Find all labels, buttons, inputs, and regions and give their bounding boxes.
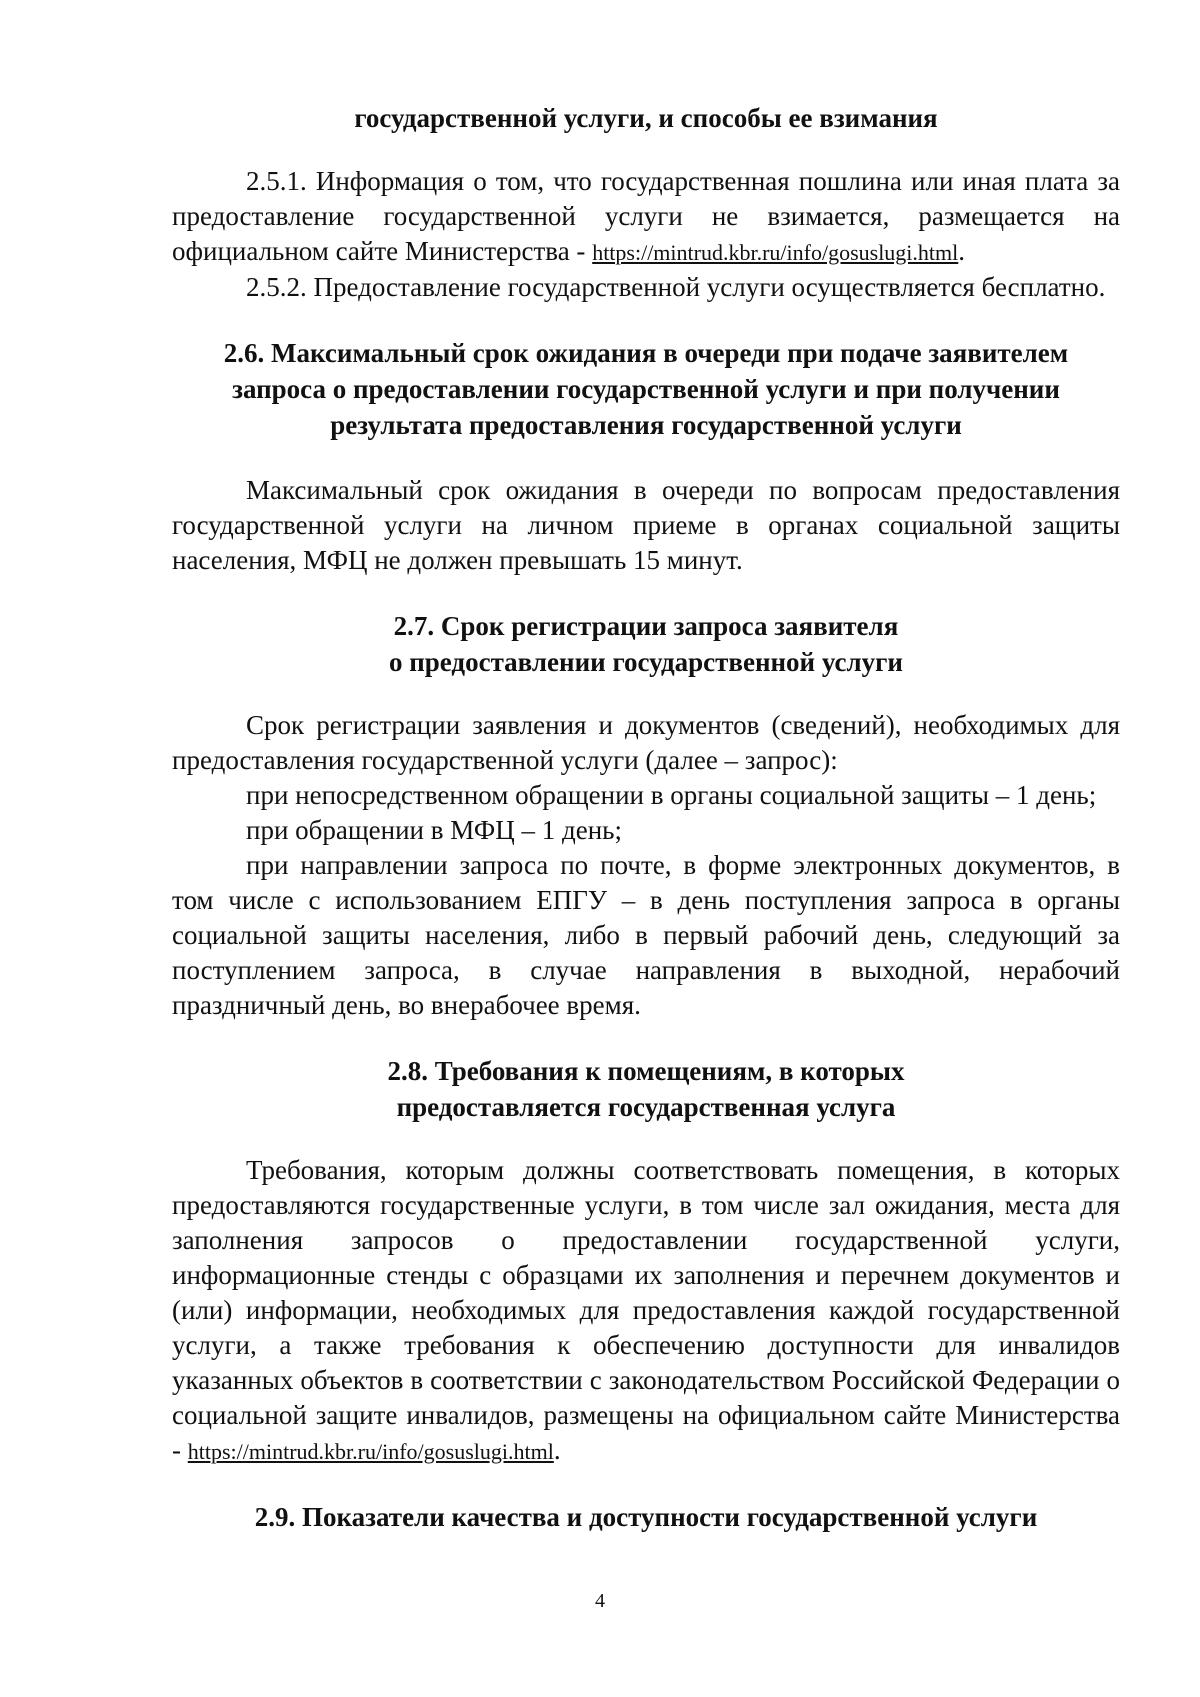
page-number: 4 bbox=[595, 1590, 605, 1612]
paragraph-2-8 bbox=[172, 1153, 1120, 1469]
paragraph-2-6: Максимальный срок ожидания в очереди по вопросам предоставления государственной услуги на личном приеме в органах социальной защиты населения, МФЦ не должен превышать 15 минут. bbox=[172, 475, 1120, 575]
section-heading-2-6-line3: результата предоставления государственной услуги bbox=[330, 410, 962, 440]
paragraph-2-7-item1: при непосредственном обращении в органы социальной защиты – 1 день; bbox=[246, 780, 1097, 810]
paragraph-2-5-1-text: 2.5.1. Информация о том, что государственная пошлина или иная плата за предоставление государственной услуги не взимается, размещается на официальном сайте Министерства - bbox=[172, 166, 1120, 266]
paragraph-2-7-item2: при обращении в МФЦ – 1 день; bbox=[246, 815, 622, 845]
paragraph-2-8-tail: . bbox=[553, 1435, 561, 1465]
paragraph-2-7-item3: при направлении запроса по почте, в форме электронных документов, в том числе с использованием ЕПГУ – в день поступления запроса в органы социальной защиты населения, либо в первый рабочий день, следующий за поступлением запроса, в случае направления в выходной, нерабочий праздничный день, во внерабочее время. bbox=[172, 850, 1120, 1020]
ministry-link-2[interactable]: https://mintrud.kbr.ru/info/gosuslugi.html bbox=[187, 1439, 554, 1464]
section-heading-2-5-tail: государственной услуги, и способы ее взимания bbox=[354, 103, 938, 133]
paragraph-2-8-text: Требования, которым должны соответствовать помещения, в которых предоставляются государственные услуги, в том числе зал ожидания, места для заполнения запросов о предоставлении государственной услуги, информационные стенды с образцами их заполнения и перечнем документов и (или) информации, необходимых для предоставления каждой государственной услуги, а также требования к обеспечению доступности для инвалидов указанных объектов в соответствии с законодательством Российской Федерации о социальной защите инвалидов, размещены на официальном сайте Министерства - bbox=[172, 1155, 1120, 1465]
paragraph-2-5-1-tail: . bbox=[958, 236, 966, 266]
paragraph-2-5-2: 2.5.2. Предоставление государственной услуги осуществляется бесплатно. bbox=[246, 272, 1106, 302]
section-heading-2-9: 2.9. Показатели качества и доступности государственной услуги bbox=[254, 1502, 1038, 1532]
ministry-link[interactable]: https://mintrud.kbr.ru/info/gosuslugi.html bbox=[592, 240, 959, 265]
section-heading-2-6 bbox=[172, 335, 1120, 443]
section-heading-2-7 bbox=[172, 608, 1120, 680]
section-heading-2-6-line2: запроса о предоставлении государственной услуги и при получении bbox=[232, 374, 1060, 404]
section-heading-2-8-line1: 2.8. Требования к помещениям, в которых bbox=[387, 1056, 905, 1086]
section-heading-2-7-line2: о предоставлении государственной услуги bbox=[388, 647, 903, 677]
section-heading-2-8-line2: предоставляется государственная услуга bbox=[396, 1092, 896, 1122]
section-heading-2-7-line1: 2.7. Срок регистрации запроса заявителя bbox=[393, 611, 899, 641]
section-heading-2-8 bbox=[172, 1053, 1120, 1125]
paragraph-2-5-1 bbox=[172, 164, 1120, 270]
section-heading-2-6-line1: 2.6. Максимальный срок ожидания в очереди при подаче заявителем bbox=[223, 338, 1069, 368]
paragraph-2-7-intro: Срок регистрации заявления и документов (сведений), необходимых для предоставления государственной услуги (далее – запрос): bbox=[172, 710, 1120, 775]
document-body bbox=[172, 100, 1120, 1535]
